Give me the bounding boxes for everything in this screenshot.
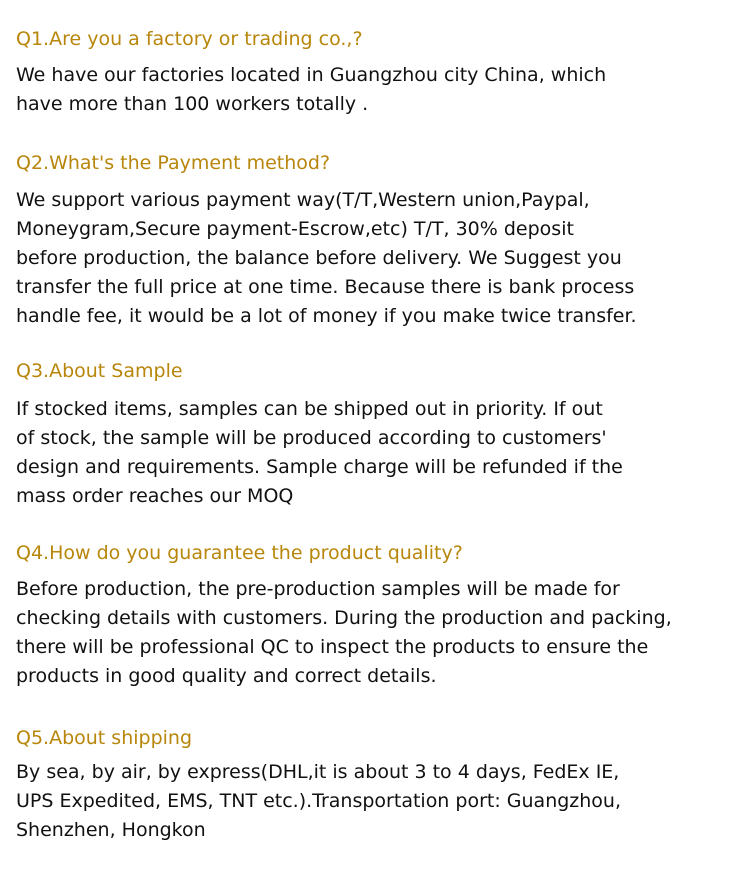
answer-line: have more than 100 workers totally .: [16, 93, 369, 115]
faq-question-2: Q2.What's the Payment method?: [16, 152, 331, 174]
answer-line: checking details with customers. During the production and packing,: [16, 607, 672, 629]
answer-line: transfer the full price at one time. Because there is bank process: [16, 276, 635, 298]
answer-line: Shenzhen, Hongkon: [16, 819, 206, 841]
faq-question-1: Q1.Are you a factory or trading co.,?: [16, 28, 363, 50]
faq-question-5: Q5.About shipping: [16, 727, 193, 749]
faq-answer-5: [16, 758, 741, 845]
faq-answer-1: [16, 61, 741, 119]
faq-answer-3: [16, 395, 741, 511]
faq-question-3: Q3.About Sample: [16, 360, 183, 382]
answer-line: products in good quality and correct details.: [16, 665, 437, 687]
answer-line: Before production, the pre-production samples will be made for: [16, 578, 620, 600]
answer-line: By sea, by air, by express(DHL,it is about 3 to 4 days, FedEx IE,: [16, 761, 620, 783]
answer-line: We have our factories located in Guangzhou city China, which: [16, 64, 607, 86]
answer-line: Moneygram,Secure payment-Escrow,etc) T/T, 30% deposit: [16, 218, 574, 240]
answer-line: mass order reaches our MOQ: [16, 485, 294, 507]
answer-line: before production, the balance before delivery. We Suggest you: [16, 247, 622, 269]
answer-line: UPS Expedited, EMS, TNT etc.).Transportation port: Guangzhou,: [16, 790, 622, 812]
answer-line: design and requirements. Sample charge will be refunded if the: [16, 456, 623, 478]
faq-answer-2: [16, 186, 741, 331]
answer-line: handle fee, it would be a lot of money if you make twice transfer.: [16, 305, 637, 327]
answer-line: We support various payment way(T/T,Western union,Paypal,: [16, 189, 590, 211]
answer-line: there will be professional QC to inspect the products to ensure the: [16, 636, 649, 658]
answer-line: If stocked items, samples can be shipped out in priority. If out: [16, 398, 603, 420]
answer-line: of stock, the sample will be produced according to customers': [16, 427, 607, 449]
faq-question-4: Q4.How do you guarantee the product quality?: [16, 542, 463, 564]
faq-answer-4: [16, 575, 741, 691]
